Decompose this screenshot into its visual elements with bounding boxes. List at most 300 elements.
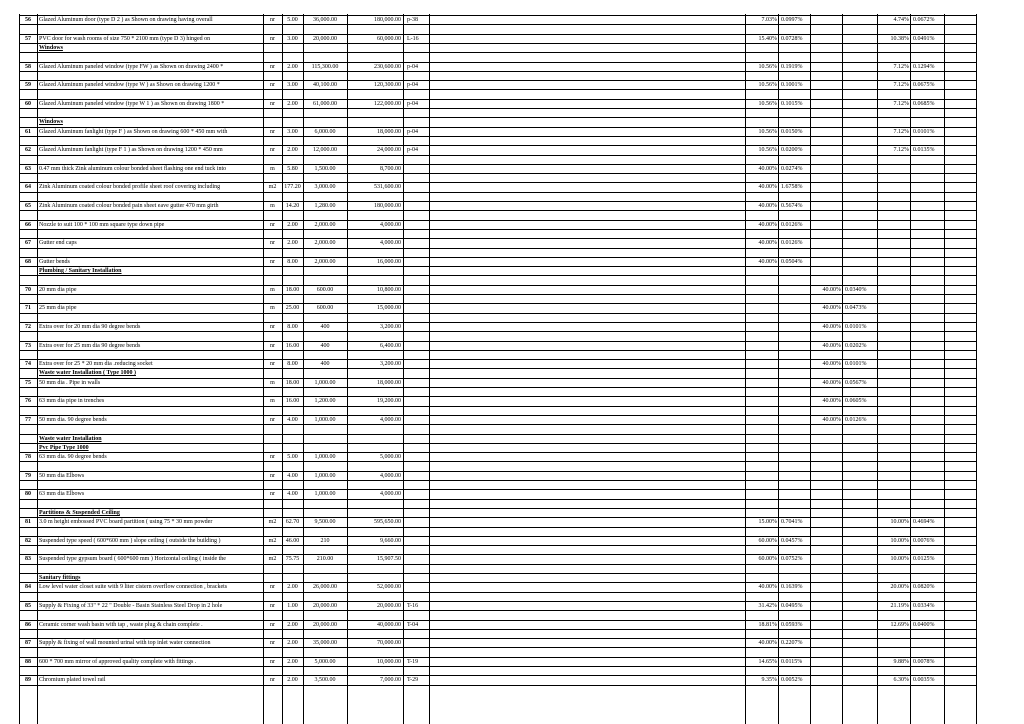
row-rule bbox=[19, 666, 976, 667]
cell-w3: 0.0101% bbox=[913, 128, 935, 135]
cell-rate: 26,000.00 bbox=[313, 584, 337, 591]
cell-unit: m2 bbox=[268, 519, 277, 526]
cell-w1: 0.2207% bbox=[781, 640, 803, 647]
cell-unit: m2 bbox=[268, 184, 277, 191]
row-rule bbox=[19, 108, 976, 109]
cell-rate: 40,100.00 bbox=[313, 82, 337, 89]
cell-w2: 0.0567% bbox=[845, 379, 867, 386]
cell-no: 62 bbox=[25, 147, 31, 154]
cell-qty: 5.00 bbox=[287, 17, 298, 23]
cell-rate: 600.00 bbox=[316, 286, 334, 293]
cell-rate: 210.00 bbox=[316, 556, 334, 563]
cell-amount: 52,000.00 bbox=[377, 584, 401, 591]
cell-rate: 115,300.00 bbox=[311, 63, 339, 70]
cell-no: 79 bbox=[25, 472, 31, 479]
cell-w1: 0.1001% bbox=[781, 82, 803, 89]
row-rule bbox=[19, 52, 976, 53]
cell-w1: 0.0126% bbox=[781, 221, 803, 228]
cell-qty: 4.00 bbox=[287, 416, 298, 423]
cell-ref: T-19 bbox=[407, 658, 419, 665]
cell-rate: 35,000.00 bbox=[313, 640, 337, 647]
row-rule bbox=[19, 210, 976, 211]
cell-unit: nr bbox=[270, 35, 275, 42]
cell-no: 57 bbox=[25, 35, 31, 42]
cell-no: 89 bbox=[25, 677, 31, 684]
cell-p1: 10.56% bbox=[758, 82, 777, 89]
cell-p2: 40.00% bbox=[822, 305, 841, 312]
cell-rate: 400 bbox=[320, 361, 330, 368]
cell-amount: 531,600.00 bbox=[374, 184, 401, 191]
cell-unit: nr bbox=[270, 361, 275, 368]
cell-p1: 7.03% bbox=[761, 17, 777, 23]
cell-amount: 595,650.00 bbox=[374, 519, 401, 526]
cell-w3: 0.0672% bbox=[913, 17, 935, 23]
cell-rate: 1,000.00 bbox=[314, 416, 336, 423]
cell-w2: 0.0605% bbox=[845, 398, 867, 405]
cell-p1: 40.00% bbox=[758, 203, 777, 209]
cell-rate: 1,200.00 bbox=[314, 398, 336, 405]
cell-p2: 40.00% bbox=[822, 286, 841, 293]
cell-p3: 7.12% bbox=[893, 147, 909, 154]
cell-qty: 2.00 bbox=[287, 63, 298, 70]
cell-p3: 21.19% bbox=[890, 602, 909, 609]
row-rule bbox=[19, 499, 976, 500]
cell-p2: 40.00% bbox=[822, 398, 841, 405]
cell-no: 66 bbox=[25, 221, 31, 228]
cell-p3: 10.00% bbox=[890, 556, 909, 563]
row-rule bbox=[19, 406, 976, 407]
cell-rate: 12,000.00 bbox=[313, 147, 337, 154]
cell-unit: nr bbox=[270, 323, 275, 330]
row-rule bbox=[19, 480, 976, 481]
cell-desc: 63 mm dia Elbows bbox=[39, 491, 85, 498]
cell-p3: 10.00% bbox=[890, 537, 909, 544]
cell-amount: 10,000.00 bbox=[377, 658, 401, 665]
cell-amount: 24,000.00 bbox=[377, 147, 401, 154]
cell-no: 85 bbox=[25, 602, 31, 609]
cell-qty: 2.00 bbox=[287, 100, 298, 107]
cell-amount: 3,200.00 bbox=[380, 323, 401, 330]
cell-w3: 0.0035% bbox=[913, 677, 935, 684]
row-rule bbox=[19, 461, 976, 462]
cell-p2: 40.00% bbox=[822, 361, 841, 368]
cell-w1: 0.0495% bbox=[781, 602, 803, 609]
cell-no: 88 bbox=[25, 658, 31, 665]
cell-desc: Suspended type speed ( 600*600 mm ) slope ceiling ( outside the building ) bbox=[39, 537, 221, 544]
section-header: Windows bbox=[39, 44, 63, 51]
cell-amount: 5,000.00 bbox=[380, 454, 401, 461]
cell-desc: Extra over for 25 mm dia 90 degree bends bbox=[39, 342, 141, 349]
cell-ref: p-38 bbox=[407, 17, 418, 23]
cell-amount: 3,200.00 bbox=[380, 361, 401, 368]
cell-amount: 4,000.00 bbox=[380, 491, 401, 498]
cell-rate: 5,000.00 bbox=[314, 658, 336, 665]
cell-qty: 16.00 bbox=[285, 398, 300, 405]
cell-qty: 2.00 bbox=[287, 240, 298, 247]
cell-w1: 0.1919% bbox=[781, 63, 803, 70]
cell-amount: 180,000.00 bbox=[374, 17, 401, 23]
cell-p1: 10.56% bbox=[758, 147, 777, 154]
cell-p1: 10.56% bbox=[758, 100, 777, 107]
cell-unit: m bbox=[270, 286, 275, 293]
row-rule bbox=[19, 592, 976, 593]
cell-w3: 0.0491% bbox=[913, 35, 935, 42]
section-header: Sanitary fittings bbox=[39, 575, 81, 581]
cell-desc: Glazed Aluminum fanlight (type F ) as Shown on drawing 600 * 450 mm with bbox=[39, 128, 228, 135]
section-header: Waste water Installation bbox=[39, 435, 102, 442]
cell-qty: 2.00 bbox=[287, 658, 298, 665]
row-rule bbox=[19, 275, 976, 276]
row-rule bbox=[19, 564, 976, 565]
cell-unit: m2 bbox=[268, 537, 277, 544]
cell-p3: 20.00% bbox=[890, 584, 909, 591]
cell-desc: Glazed Aluminum paneled window (type W 1 ) as Shown on drawing 1800 * bbox=[39, 100, 225, 107]
cell-qty: 2.00 bbox=[287, 640, 298, 647]
cell-qty: 2.00 bbox=[287, 621, 298, 628]
cell-ref: p-04 bbox=[407, 100, 418, 107]
cell-unit: m bbox=[270, 203, 275, 209]
cell-p3: 9.88% bbox=[893, 658, 909, 665]
cell-unit: m bbox=[270, 165, 275, 172]
cell-w3: 0.0135% bbox=[913, 147, 935, 154]
cell-qty: 18.00 bbox=[285, 379, 300, 386]
cell-p1: 15.40% bbox=[758, 35, 777, 42]
cell-qty: 2.00 bbox=[287, 147, 298, 154]
cell-no: 77 bbox=[25, 416, 31, 423]
cell-w1: 0.0997% bbox=[781, 17, 803, 23]
row-rule bbox=[19, 527, 976, 528]
cell-unit: nr bbox=[270, 677, 275, 684]
cell-qty: 4.00 bbox=[287, 491, 298, 498]
cell-w2: 0.0126% bbox=[845, 416, 867, 423]
cell-unit: m bbox=[270, 379, 275, 386]
cell-p3: 4.74% bbox=[893, 17, 909, 23]
cell-qty: 62.70 bbox=[285, 519, 300, 526]
row-rule bbox=[19, 424, 976, 425]
cell-desc: Glazed Aluminum paneled window (type W ) as Shown on drawing 1200 * bbox=[39, 82, 220, 89]
row-rule bbox=[19, 545, 976, 546]
cell-w1: 0.1015% bbox=[781, 100, 803, 107]
cell-w1: 0.1639% bbox=[781, 584, 803, 591]
cell-p1: 60.00% bbox=[758, 556, 777, 563]
cell-no: 58 bbox=[25, 63, 31, 70]
cell-unit: nr bbox=[270, 584, 275, 591]
cell-p1: 10.56% bbox=[758, 63, 777, 70]
cell-rate: 1,000.00 bbox=[314, 472, 336, 479]
cell-qty: 2.00 bbox=[287, 584, 298, 591]
cell-unit: nr bbox=[270, 63, 275, 70]
cell-desc: Ceramic corner wash basin with tap , waste plug & chain complete . bbox=[39, 621, 203, 628]
cell-desc: Zink Aluminum coated colour bonded profile sheet roof covering including bbox=[39, 184, 221, 191]
cell-p3: 7.12% bbox=[893, 82, 909, 89]
cell-amount: 4,000.00 bbox=[380, 416, 401, 423]
cell-p1: 14.65% bbox=[758, 658, 777, 665]
cell-desc: 3.0 m height embossed PVC board partition ( using 75 * 30 mm powder bbox=[39, 519, 213, 526]
cell-unit: nr bbox=[270, 128, 275, 135]
cell-unit: nr bbox=[270, 454, 275, 461]
cell-p1: 40.00% bbox=[758, 240, 777, 247]
cell-p2: 40.00% bbox=[822, 416, 841, 423]
cell-desc: 20 mm dia pipe bbox=[39, 286, 77, 293]
cell-p1: 15.00% bbox=[758, 519, 777, 526]
cell-desc: Glazed Aluminum paneled window (type FW ) as Shown on drawing 2400 * bbox=[39, 63, 224, 70]
cell-amount: 10,800.00 bbox=[377, 286, 401, 293]
cell-no: 78 bbox=[25, 454, 31, 461]
cell-amount: 120,300.00 bbox=[374, 82, 401, 89]
cell-w3: 0.0334% bbox=[913, 602, 935, 609]
cell-w3: 0.1294% bbox=[913, 63, 935, 70]
cell-w1: 0.7041% bbox=[781, 519, 803, 526]
column-rule bbox=[976, 14, 977, 724]
row-rule bbox=[19, 387, 976, 388]
cell-p1: 10.56% bbox=[758, 128, 777, 135]
section-header: Pvc Pipe Type 1000 bbox=[39, 444, 89, 451]
row-rule bbox=[19, 685, 976, 686]
cell-ref: L-16 bbox=[407, 35, 419, 42]
cell-p1: 40.00% bbox=[758, 165, 777, 172]
cell-qty: 25.00 bbox=[285, 305, 300, 312]
cell-w3: 0.0675% bbox=[913, 82, 935, 89]
cell-w3: 0.0076% bbox=[913, 537, 935, 544]
cell-rate: 20,000.00 bbox=[313, 35, 337, 42]
cell-p1: 40.00% bbox=[758, 184, 777, 191]
cell-desc: 600 * 700 mm mirror of approved quality complete with fittings . bbox=[39, 658, 197, 665]
cell-no: 82 bbox=[25, 537, 31, 544]
cell-qty: 3.00 bbox=[287, 82, 298, 89]
cell-rate: 210 bbox=[320, 537, 330, 544]
cell-amount: 122,000.00 bbox=[374, 100, 401, 107]
cell-rate: 400 bbox=[320, 342, 330, 349]
cell-no: 59 bbox=[25, 82, 31, 89]
cell-amount: 60,000.00 bbox=[377, 35, 401, 42]
cell-ref: p-04 bbox=[407, 147, 418, 154]
cell-w1: 0.0150% bbox=[781, 128, 803, 135]
cell-amount: 4,000.00 bbox=[380, 221, 401, 228]
cell-qty: 1.00 bbox=[287, 602, 298, 609]
cell-amount: 19,200.00 bbox=[377, 398, 401, 405]
cell-desc: 63 mm dia. 90 degree bends bbox=[39, 454, 107, 461]
cell-p1: 60.00% bbox=[758, 537, 777, 544]
cell-qty: 18.00 bbox=[285, 286, 300, 293]
cell-no: 81 bbox=[25, 519, 31, 526]
cell-qty: 177.20 bbox=[284, 184, 301, 191]
row-rule bbox=[19, 89, 976, 90]
cell-unit: nr bbox=[270, 258, 275, 265]
row-rule bbox=[19, 155, 976, 156]
row-rule bbox=[19, 248, 976, 249]
cell-w2: 0.0340% bbox=[845, 286, 867, 293]
section-header: Waste water Installation ( Type 1000 ) bbox=[39, 370, 136, 377]
cell-amount: 8,700.00 bbox=[380, 165, 401, 172]
cell-w1: 0.0728% bbox=[781, 35, 803, 42]
cell-desc: 63 mm dia pipe in trenches bbox=[39, 398, 105, 405]
cell-ref: T-29 bbox=[407, 677, 419, 684]
cell-w2: 0.0101% bbox=[845, 361, 867, 368]
cell-unit: nr bbox=[270, 82, 275, 89]
cell-rate: 600.00 bbox=[316, 305, 334, 312]
cell-w1: 0.0200% bbox=[781, 147, 803, 154]
cell-desc: Extra over for 20 mm dia 90 degree bends bbox=[39, 323, 141, 330]
cell-no: 65 bbox=[25, 203, 31, 209]
cell-w3: 0.0685% bbox=[913, 100, 935, 107]
cell-no: 73 bbox=[25, 342, 31, 349]
cell-qty: 8.00 bbox=[287, 361, 298, 368]
cell-p1: 40.00% bbox=[758, 640, 777, 647]
cell-amount: 4,000.00 bbox=[380, 240, 401, 247]
cell-rate: 20,000.00 bbox=[313, 621, 337, 628]
cell-w1: 0.0504% bbox=[781, 258, 803, 265]
cell-ref: p-04 bbox=[407, 128, 418, 135]
row-rule bbox=[19, 173, 976, 174]
cell-rate: 3,000.00 bbox=[314, 184, 336, 191]
cell-desc: 0.47 mm thick Zink aluminum colour bonded sheet flashing one end tuck into bbox=[39, 165, 227, 172]
cell-desc: Nozzle to suit 100 * 100 mm square type down pipe bbox=[39, 221, 165, 228]
cell-no: 84 bbox=[25, 584, 31, 591]
cell-p3: 7.12% bbox=[893, 100, 909, 107]
cell-qty: 5.80 bbox=[287, 165, 298, 172]
cell-no: 60 bbox=[25, 100, 31, 107]
cell-desc: Chromium plated towel rail bbox=[39, 677, 106, 684]
cell-p1: 40.00% bbox=[758, 584, 777, 591]
cell-ref: p-04 bbox=[407, 63, 418, 70]
cell-unit: nr bbox=[270, 658, 275, 665]
cell-no: 64 bbox=[25, 184, 31, 191]
cell-desc: Gutter end caps bbox=[39, 240, 77, 247]
row-rule bbox=[19, 71, 976, 72]
row-rule bbox=[19, 294, 976, 295]
cell-qty: 75.75 bbox=[285, 556, 300, 563]
cell-desc: Gutter bends bbox=[39, 258, 70, 265]
cell-p3: 10.38% bbox=[890, 35, 909, 42]
cell-qty: 14.20 bbox=[285, 203, 300, 209]
cell-unit: nr bbox=[270, 147, 275, 154]
cell-qty: 46.00 bbox=[285, 537, 300, 544]
cell-w1: 0.0274% bbox=[781, 165, 803, 172]
cell-amount: 180,000.00 bbox=[374, 203, 401, 209]
cell-w3: 0.0125% bbox=[913, 556, 935, 563]
cell-no: 83 bbox=[25, 556, 31, 563]
cell-desc: Glazed Aluminum door (type D 2 ) as Shown on drawing having overall bbox=[39, 17, 213, 23]
cell-amount: 9,660.00 bbox=[380, 537, 401, 544]
cell-amount: 230,600.00 bbox=[374, 63, 401, 70]
cell-w3: 0.0078% bbox=[913, 658, 935, 665]
cell-w1: 0.0752% bbox=[781, 556, 803, 563]
cell-rate: 1,000.00 bbox=[314, 454, 336, 461]
cell-unit: m bbox=[270, 398, 275, 405]
cell-rate: 9,500.00 bbox=[314, 519, 336, 526]
cell-w1: 1.6758% bbox=[781, 184, 803, 191]
cell-unit: m2 bbox=[268, 556, 277, 563]
cell-desc: Suspended type gypsum board ( 600*600 mm ) Horizontal ceiling ( inside the bbox=[39, 556, 226, 563]
cell-amount: 70,000.00 bbox=[377, 640, 401, 647]
cell-p1: 18.81% bbox=[758, 621, 777, 628]
cell-w2: 0.0101% bbox=[845, 323, 867, 330]
cell-p2: 40.00% bbox=[822, 323, 841, 330]
cell-qty: 2.00 bbox=[287, 677, 298, 684]
row-rule bbox=[19, 313, 976, 314]
cell-amount: 18,000.00 bbox=[377, 379, 401, 386]
cell-unit: nr bbox=[270, 342, 275, 349]
cell-p1: 9.35% bbox=[761, 677, 777, 684]
cell-unit: nr bbox=[270, 621, 275, 628]
cell-w3: 0.4694% bbox=[913, 519, 935, 526]
cell-unit: nr bbox=[270, 491, 275, 498]
row-rule bbox=[19, 24, 976, 25]
cell-no: 87 bbox=[25, 640, 31, 647]
cell-p2: 40.00% bbox=[822, 342, 841, 349]
cell-no: 76 bbox=[25, 398, 31, 405]
section-header: Windows bbox=[39, 119, 63, 126]
cell-no: 61 bbox=[25, 128, 31, 135]
cell-unit: m bbox=[270, 305, 275, 312]
cell-ref: T-04 bbox=[407, 621, 419, 628]
cell-amount: 4,000.00 bbox=[380, 472, 401, 479]
cell-qty: 3.00 bbox=[287, 35, 298, 42]
cell-rate: 2,000.00 bbox=[314, 240, 336, 247]
cell-amount: 40,000.00 bbox=[377, 621, 401, 628]
cell-ref: p-04 bbox=[407, 82, 418, 89]
cell-unit: nr bbox=[270, 640, 275, 647]
cell-no: 74 bbox=[25, 361, 31, 368]
cell-rate: 2,000.00 bbox=[314, 258, 336, 265]
cell-unit: nr bbox=[270, 416, 275, 423]
section-header: Plumbing / Sanitary Installation bbox=[39, 268, 122, 275]
cell-desc: Low level water closet suite with 9 liter cistern overflow connection , brackets bbox=[39, 584, 228, 591]
cell-ref: T-16 bbox=[407, 602, 419, 609]
row-rule bbox=[19, 136, 976, 137]
section-header: Partitions & Suspended Ceiling bbox=[39, 509, 120, 516]
cell-desc: Supply & fixing of wall mounted urinal with top inlet water connection bbox=[39, 640, 211, 647]
cell-rate: 400 bbox=[320, 323, 330, 330]
cell-amount: 6,400.00 bbox=[380, 342, 401, 349]
cell-qty: 4.00 bbox=[287, 472, 298, 479]
cell-unit: nr bbox=[270, 240, 275, 247]
cell-no: 70 bbox=[25, 286, 31, 293]
cell-w3: 0.0400% bbox=[913, 621, 935, 628]
row-rule bbox=[19, 610, 976, 611]
row-rule bbox=[19, 350, 976, 351]
cell-w2: 0.0473% bbox=[845, 305, 867, 312]
cell-p1: 31.42% bbox=[758, 602, 777, 609]
row-rule bbox=[19, 629, 976, 630]
cell-desc: Zink Aluminum coated colour bonded pain sheet eave gutter 470 mm girth bbox=[39, 203, 219, 209]
cell-no: 72 bbox=[25, 323, 31, 330]
cell-desc: Supply & Fixing of 33" * 22 " Double - Basin Stainless Steel Drop in 2 hole bbox=[39, 602, 223, 609]
cell-p3: 12.69% bbox=[890, 621, 909, 628]
cell-amount: 15,907.50 bbox=[377, 556, 401, 563]
cell-qty: 5.00 bbox=[287, 454, 298, 461]
cell-rate: 6,000.00 bbox=[314, 128, 336, 135]
cell-no: 80 bbox=[25, 491, 31, 498]
cell-w1: 0.0052% bbox=[781, 677, 803, 684]
cell-amount: 18,000.00 bbox=[377, 128, 401, 135]
cell-p3: 10.00% bbox=[890, 519, 909, 526]
cell-unit: nr bbox=[270, 602, 275, 609]
cell-qty: 3.00 bbox=[287, 128, 298, 135]
cell-no: 67 bbox=[25, 240, 31, 247]
cell-rate: 61,000.00 bbox=[313, 100, 337, 107]
cell-unit: nr bbox=[270, 17, 275, 23]
cell-no: 63 bbox=[25, 165, 31, 172]
row-rule bbox=[19, 331, 976, 332]
cell-rate: 2,000.00 bbox=[314, 221, 336, 228]
cell-rate: 20,000.00 bbox=[313, 602, 337, 609]
row-rule bbox=[19, 192, 976, 193]
cell-w2: 0.0202% bbox=[845, 342, 867, 349]
cell-p3: 7.12% bbox=[893, 63, 909, 70]
cell-unit: nr bbox=[270, 100, 275, 107]
cell-amount: 16,000.00 bbox=[377, 258, 401, 265]
